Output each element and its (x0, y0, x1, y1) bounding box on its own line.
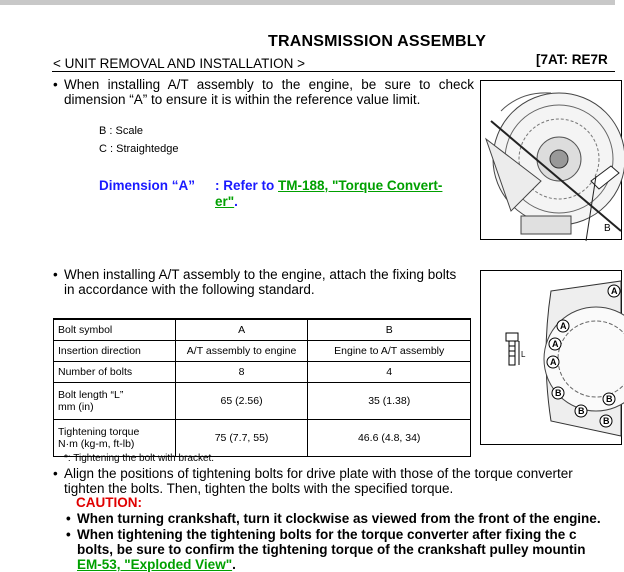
caution-item2-line1: When tightening the tightening bolts for the torque converter after fixing the c (77, 527, 577, 542)
table-row (54, 383, 471, 420)
bolt-spec-table (53, 318, 471, 457)
dimension-reference (215, 178, 442, 210)
bolt-layout-illustration (481, 271, 621, 444)
torque-converter-link-cont[interactable]: er" (215, 194, 235, 209)
model-code: [7AT: RE7R (536, 52, 608, 67)
header-rule (52, 71, 615, 72)
converter-illustration (481, 81, 621, 239)
bullet-marker-3: • (53, 466, 58, 481)
figure-bolt-layout (480, 270, 622, 445)
col-a-cell: 65 (2.56) (175, 383, 308, 420)
table-row (54, 319, 471, 341)
col-b-cell: B (308, 319, 471, 341)
marker-a-4: A (550, 357, 557, 367)
caution-period: . (232, 557, 236, 572)
period: . (234, 194, 238, 209)
step3-line1: Align the positions of tightening bolts for drive plate with those of the torque converter (64, 466, 573, 481)
step2-line1: When installing A/T assembly to the engine, attach the fixing bolts (64, 267, 457, 282)
step3-text (64, 466, 624, 496)
step2-text (64, 267, 474, 297)
col-b-cell: 4 (308, 362, 471, 383)
figure-dimension-check (480, 80, 622, 240)
col-b-cell: 35 (1.38) (308, 383, 471, 420)
col-a-cell: A/T assembly to engine (175, 341, 308, 362)
row-label: Number of bolts (54, 362, 176, 383)
torque-converter-link[interactable]: TM-188, "Torque Convert- (278, 178, 443, 193)
step1-line1: When installing A/T assembly to the engine, be sure to check (64, 77, 474, 92)
step2-line2: in accordance with the following standard. (64, 282, 315, 297)
bolt-icon (506, 333, 526, 365)
col-b-cell: 46.6 (4.8, 34) (308, 420, 471, 457)
caution-item2-line2: bolts, be sure to confirm the tightening torque of the crankshaft pulley mountin (77, 542, 586, 557)
section-heading: < UNIT REMOVAL AND INSTALLATION > (53, 56, 306, 71)
table-row (54, 341, 471, 362)
col-a-cell: A (175, 319, 308, 341)
legend-scale: B : Scale (99, 125, 144, 137)
step3-line2: tighten the bolts. Then, tighten the bolts with the specified torque. (64, 481, 454, 496)
marker-a-3: A (552, 339, 559, 349)
row-label: Insertion direction (54, 341, 176, 362)
table-footnote: *: Tightening the bolt with bracket. (64, 453, 215, 464)
caution-bullet-2: • (66, 527, 71, 542)
caution-item2 (77, 527, 586, 572)
page-title: TRANSMISSION ASSEMBLY (268, 33, 487, 50)
refer-text: : Refer to (215, 178, 279, 193)
marker-b-3: B (603, 416, 610, 426)
row-label: Tightening torque N·m (kg-m, ft-lb) (54, 420, 176, 457)
table-row (54, 420, 471, 457)
dimension-label: Dimension “A” (99, 178, 196, 193)
row-label: Bolt length “L” mm (in) (54, 383, 176, 420)
length-label: L (521, 350, 526, 359)
bullet-marker: • (53, 77, 58, 92)
row-label: Bolt symbol (54, 319, 176, 341)
marker-b-1: B (555, 388, 562, 398)
marker-b-4: B (606, 394, 613, 404)
caution-bullet-1: • (66, 511, 71, 526)
caution-item1: When turning crankshaft, turn it clockwise as viewed from the front of the engine. (77, 511, 601, 526)
marker-a-1: A (611, 286, 618, 296)
col-b-cell: Engine to A/T assembly (308, 341, 471, 362)
col-a-cell: 8 (175, 362, 308, 383)
step1-text (64, 77, 474, 107)
table-row (54, 362, 471, 383)
scale-callout: B (604, 223, 611, 234)
marker-b-2: B (578, 406, 585, 416)
bullet-marker-2: • (53, 267, 58, 282)
caution-label: CAUTION: (76, 495, 142, 510)
col-a-cell: 75 (7.7, 55) (175, 420, 308, 457)
step1-line2: dimension “A” to ensure it is within the reference value limit. (64, 92, 421, 107)
top-bar (0, 0, 615, 5)
marker-a-2: A (560, 321, 567, 331)
legend-straightedge: C : Straightedge (99, 143, 179, 155)
exploded-view-link[interactable]: EM-53, "Exploded View" (77, 557, 233, 572)
